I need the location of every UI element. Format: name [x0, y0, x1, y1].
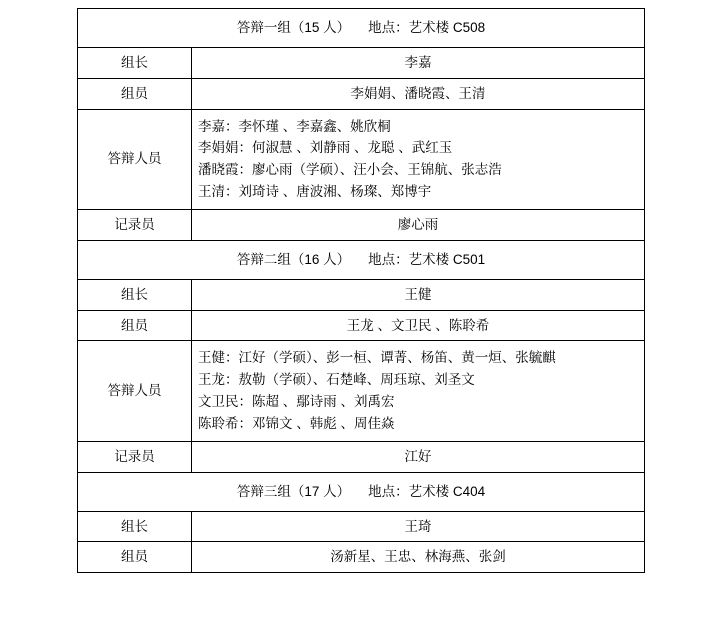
group-1-leader-label: 组长 — [78, 47, 192, 78]
group-1-participants-value — [192, 109, 645, 209]
participant-line: 王清：刘琦诗 、唐波湘、杨璨、郑博宇 — [198, 184, 432, 200]
table-row — [78, 542, 645, 573]
table-row — [78, 78, 645, 109]
group-1-members-value: 李娟娟、潘晓霞、王清 — [192, 78, 645, 109]
group-3-members-value: 汤新星、王忠、林海燕、张剑 — [192, 542, 645, 573]
group-2-participants-value — [192, 341, 645, 441]
group-2-location: 地点：艺术楼 C501 — [368, 251, 486, 267]
group-2-leader-label: 组长 — [78, 279, 192, 310]
participant-line: 王龙：敖勒（学硕）、石楚峰、周珏琼、刘圣文 — [198, 372, 475, 388]
participant-line: 李嘉：李怀瑾 、李嘉鑫、姚欣桐 — [198, 118, 391, 134]
table-row — [78, 47, 645, 78]
group-3-header-cell — [78, 472, 645, 511]
table-row — [78, 210, 645, 241]
group-2-header-cell — [78, 240, 645, 279]
group-3-title: 答辩三组（17 人） — [236, 483, 351, 499]
group-3-location: 地点：艺术楼 C404 — [368, 483, 486, 499]
group-3-leader-value: 王琦 — [192, 511, 645, 542]
table-row — [78, 511, 645, 542]
group-1-recorder-value: 廖心雨 — [192, 210, 645, 241]
group-2-recorder-value: 江好 — [192, 441, 645, 472]
group-2-members-label: 组员 — [78, 310, 192, 341]
table-row — [78, 279, 645, 310]
participant-line: 王健：江好（学硕）、彭一桓、谭菁、杨笛、黄一烜、张毓麒 — [198, 350, 556, 366]
participant-line: 李娟娟：何淑慧 、刘静雨 、龙聪 、武红玉 — [198, 140, 453, 156]
table-row — [78, 109, 645, 209]
participant-line: 潘晓霞：廖心雨（学硕）、汪小会、王锦航、张志浩 — [198, 162, 502, 178]
table-row — [78, 240, 645, 279]
group-3-members-label: 组员 — [78, 542, 192, 573]
group-1-recorder-label: 记录员 — [78, 210, 192, 241]
table-row — [78, 441, 645, 472]
defense-groups-table — [77, 8, 645, 573]
group-1-members-label: 组员 — [78, 78, 192, 109]
group-2-recorder-label: 记录员 — [78, 441, 192, 472]
group-1-header-cell — [78, 9, 645, 48]
table-row — [78, 341, 645, 441]
participant-line: 文卫民：陈超 、鄢诗雨 、刘禹宏 — [198, 394, 395, 410]
participant-line: 陈聆希：邓锦文 、韩彪 、周佳焱 — [198, 416, 395, 432]
group-2-leader-value: 王健 — [192, 279, 645, 310]
group-2-participants-label: 答辩人员 — [78, 341, 192, 441]
group-2-title: 答辩二组（16 人） — [236, 251, 351, 267]
table-row — [78, 472, 645, 511]
group-3-leader-label: 组长 — [78, 511, 192, 542]
group-1-leader-value: 李嘉 — [192, 47, 645, 78]
table-row — [78, 310, 645, 341]
group-1-location: 地点：艺术楼 C508 — [368, 20, 486, 35]
group-1-participants-label: 答辩人员 — [78, 109, 192, 209]
table-row — [78, 9, 645, 48]
group-2-members-value: 王龙 、文卫民 、陈聆希 — [192, 310, 645, 341]
group-1-title: 答辩一组（15 人） — [236, 20, 351, 35]
